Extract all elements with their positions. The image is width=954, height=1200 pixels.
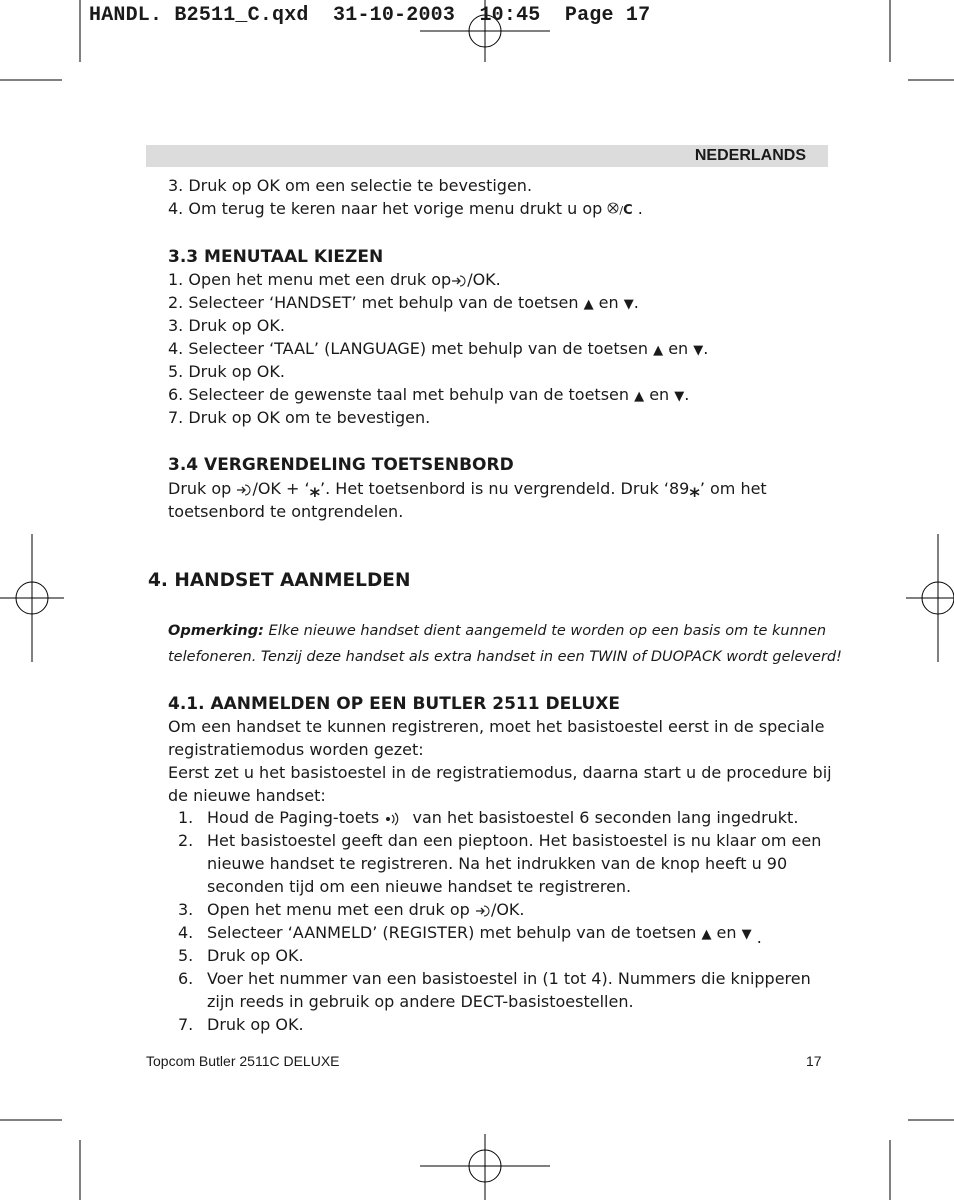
up-arrow-icon: ▲ — [583, 297, 594, 312]
sec41-para3: Eerst zet u het basistoestel in de registratiemodus, daarna start u de procedure bij — [168, 763, 832, 782]
menu-ok-icon — [475, 903, 491, 923]
up-arrow-icon: ▲ — [701, 927, 712, 942]
step-4-back: 4. Om terug te keren naar het vorige menu drukt u op /C . — [168, 199, 643, 221]
paging-icon — [384, 811, 402, 831]
sec33-step4: 4. Selecteer ‘TAAL’ (LANGUAGE) met behulp van de toetsen ▲ en ▼. — [168, 339, 709, 358]
section-4-1-heading: 4.1. AANMELDEN OP EEN BUTLER 2511 DELUXE — [168, 694, 620, 714]
sec33-step1: 1. Open het menu met een druk op /OK. — [168, 270, 501, 293]
sec33-step7: 7. Druk op OK om te bevestigen. — [168, 408, 431, 427]
sec41-para1: Om een handset te kunnen registreren, moet het basistoestel eerst in de speciale — [168, 717, 825, 736]
sec41-step2-cont2: seconden tijd om een nieuwe handset te registreren. — [207, 877, 632, 896]
section-4-heading: 4. HANDSET AANMELDEN — [148, 570, 411, 591]
sec41-para4: de nieuwe handset: — [168, 786, 326, 805]
section-3-4-heading: 3.4 VERGRENDELING TOETSENBORD — [168, 455, 514, 475]
sec41-step3: 3. Open het menu met een druk op /OK. — [168, 900, 525, 923]
note-line2: telefoneren. Tenzij deze handset als extra handset in een TWIN of DUOPACK wordt geleverd! — [168, 649, 842, 665]
sec34-para-line1: Druk op /OK + ‘⁎’. Het toetsenbord is nu vergrendeld. Druk ‘89⁎’ om het — [168, 478, 767, 502]
down-arrow-icon: ▼ — [741, 927, 752, 942]
section-3-3-heading: 3.3 MENUTAAL KIEZEN — [168, 247, 384, 267]
language-label: NEDERLANDS — [694, 147, 806, 164]
cancel-icon: /C — [607, 201, 632, 221]
sec34-para-line2: toetsenbord te ontgrendelen. — [168, 502, 404, 521]
sec41-step2: 2. Het basistoestel geeft dan een pieptoon. Het basistoestel is nu klaar om een — [178, 831, 822, 850]
page-number: 17 — [806, 1053, 822, 1069]
sec33-step5: 5. Druk op OK. — [168, 362, 285, 381]
sec41-step1: 1. Houd de Paging-toets van het basistoestel 6 seconden lang ingedrukt. — [168, 808, 798, 831]
step-3-confirm: 3. Druk op OK om een selectie te bevestigen. — [168, 176, 533, 195]
down-arrow-icon: ▼ — [693, 343, 704, 358]
sec33-step6: 6. Selecteer de gewenste taal met behulp van de toetsen ▲ en ▼. — [168, 385, 690, 404]
sec41-step6: 6. Voer het nummer van een basistoestel in (1 tot 4). Nummers die knipperen — [178, 969, 811, 988]
sec33-step3: 3. Druk op OK. — [168, 316, 285, 335]
note-line1: Opmerking: Elke nieuwe handset dient aangemeld te worden op een basis om te kunnen — [168, 623, 827, 639]
sec41-step5: 5. Druk op OK. — [178, 946, 304, 965]
language-bar — [146, 145, 828, 167]
sec41-step4: 4. Selecteer ‘AANMELD’ (REGISTER) met behulp van de toetsen ▲ en ▼ . — [178, 923, 762, 947]
down-arrow-icon: ▼ — [623, 297, 634, 312]
sec33-step2: 2. Selecteer ‘HANDSET’ met behulp van de toetsen ▲ en ▼. — [168, 293, 639, 312]
up-arrow-icon: ▲ — [634, 389, 645, 404]
sec41-step2-cont1: nieuwe handset te registreren. Na het indrukken van de knop heeft u 90 — [207, 854, 788, 873]
up-arrow-icon: ▲ — [653, 343, 664, 358]
sec41-para2: registratiemodus worden gezet: — [168, 740, 424, 759]
menu-ok-icon — [451, 273, 467, 293]
star-key-icon: ⁎ — [309, 478, 321, 502]
footer-product: Topcom Butler 2511C DELUXE — [146, 1053, 340, 1069]
print-slug: HANDL. B2511_C.qxd 31-10-2003 10:45 Page 17 — [89, 4, 651, 27]
note-label: Opmerking: — [168, 623, 264, 639]
sec41-step6-cont: zijn reeds in gebruik op andere DECT-basistoestellen. — [207, 992, 634, 1011]
down-arrow-icon: ▼ — [674, 389, 685, 404]
menu-ok-icon — [236, 482, 252, 502]
sec41-step7: 7. Druk op OK. — [178, 1015, 304, 1034]
star-key-icon: ⁎ — [689, 478, 700, 502]
